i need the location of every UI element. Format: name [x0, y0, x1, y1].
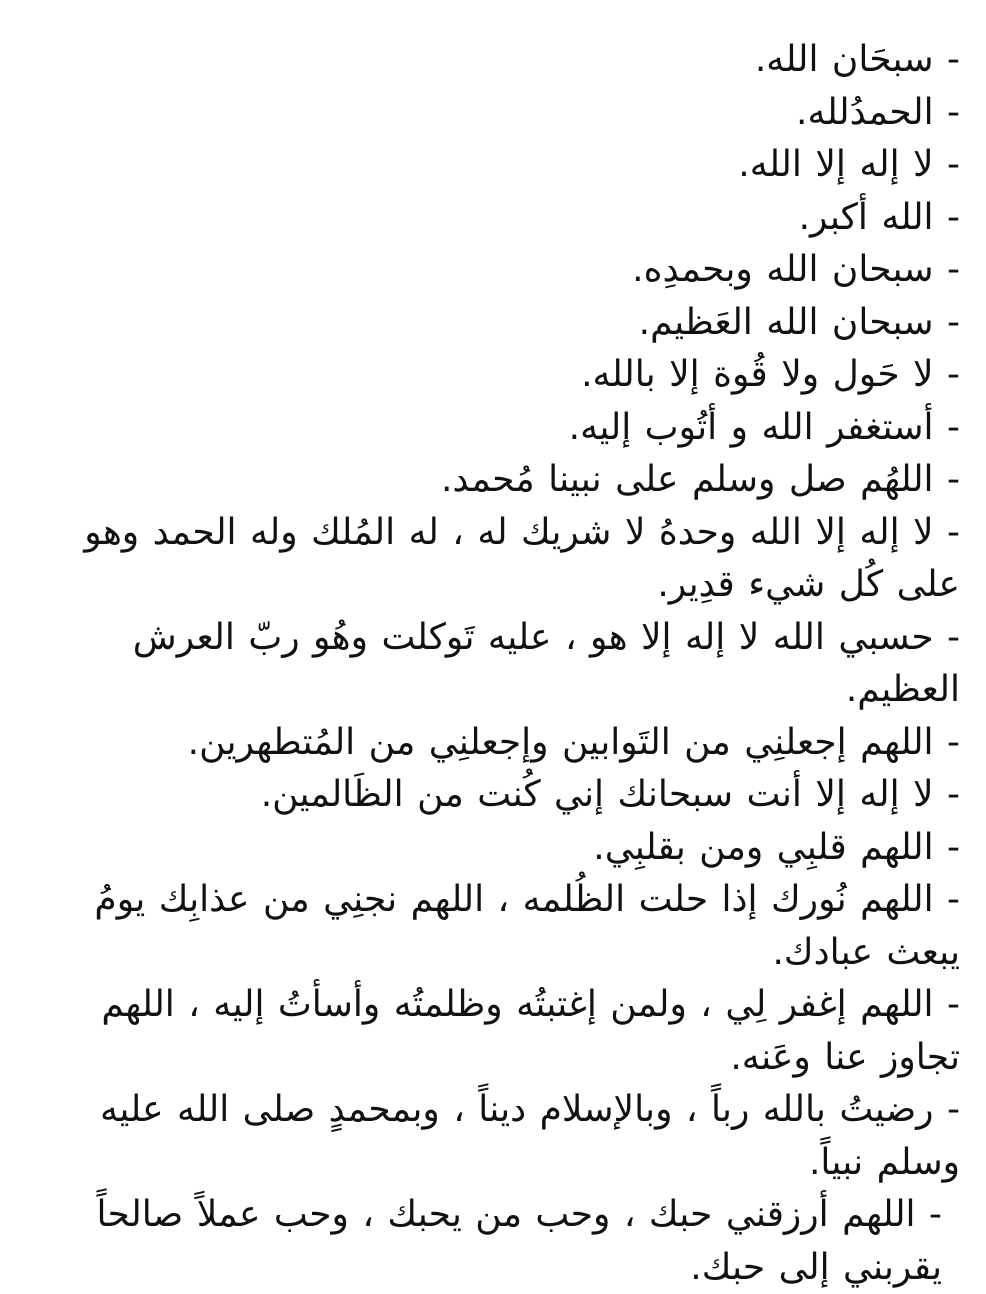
list-item: - لا حَول ولا قُوة إلا بالله.: [581, 354, 960, 395]
adhkar-list: [30, 34, 960, 1294]
list-item: - لا إله إلا الله وحدهُ لا شريك له ، له المُلك وله الحمد وهو على كُل شيء قدِير.: [84, 511, 960, 605]
list-item: - اللهم إغفر لِي ، ولمن إغتبتُه وظلمتُه وأسأتُ إليه ، اللهم تجاوز عنا وعَنه.: [101, 984, 960, 1078]
list-item: - الحمدُلله.: [796, 91, 960, 133]
list-item: - حسبي الله لا إله إلا هو ، عليه تَوكلت وهُو ربّ العرش العظيم.: [132, 616, 960, 710]
list-item: - اللهُم صل وسلم على نبينا مُحمد.: [440, 459, 960, 500]
list-item: - اللهم أرزقني حبك ، وحب من يحبك ، وحب عملاً صالحاً يقربني إلى حبك.: [96, 1194, 942, 1288]
list-item: - اللهم نُورك إذا حلت الظُلمه ، اللهم نجنِي من عذابِك يومُ يبعث عبادك.: [94, 879, 960, 973]
list-item: - سبحان الله وبحمدِه.: [632, 249, 960, 290]
list-item: - سبحان الله العَظيم.: [638, 301, 960, 343]
list-item: - اللهم قلبِي ومن بقلبِي.: [593, 826, 960, 868]
list-item: - لا إله إلا أنت سبحانك إني كُنت من الظَالمين.: [260, 774, 960, 815]
list-item: - رضيتُ بالله رباً ، وبالإسلام ديناً ، وبمحمدٍ صلى الله عليه وسلم نبياً.: [100, 1089, 960, 1183]
list-item: - الله أكبر.: [798, 196, 960, 238]
list-item: - سبحَان الله.: [754, 39, 960, 80]
list-item: - أستغفر الله و أتُوب إليه.: [568, 406, 960, 448]
list-item: - لا إله إلا الله.: [738, 144, 960, 185]
list-item: - اللهم إجعلنِي من التَوابين وإجعلنِي من المُتطهرين.: [187, 721, 960, 763]
